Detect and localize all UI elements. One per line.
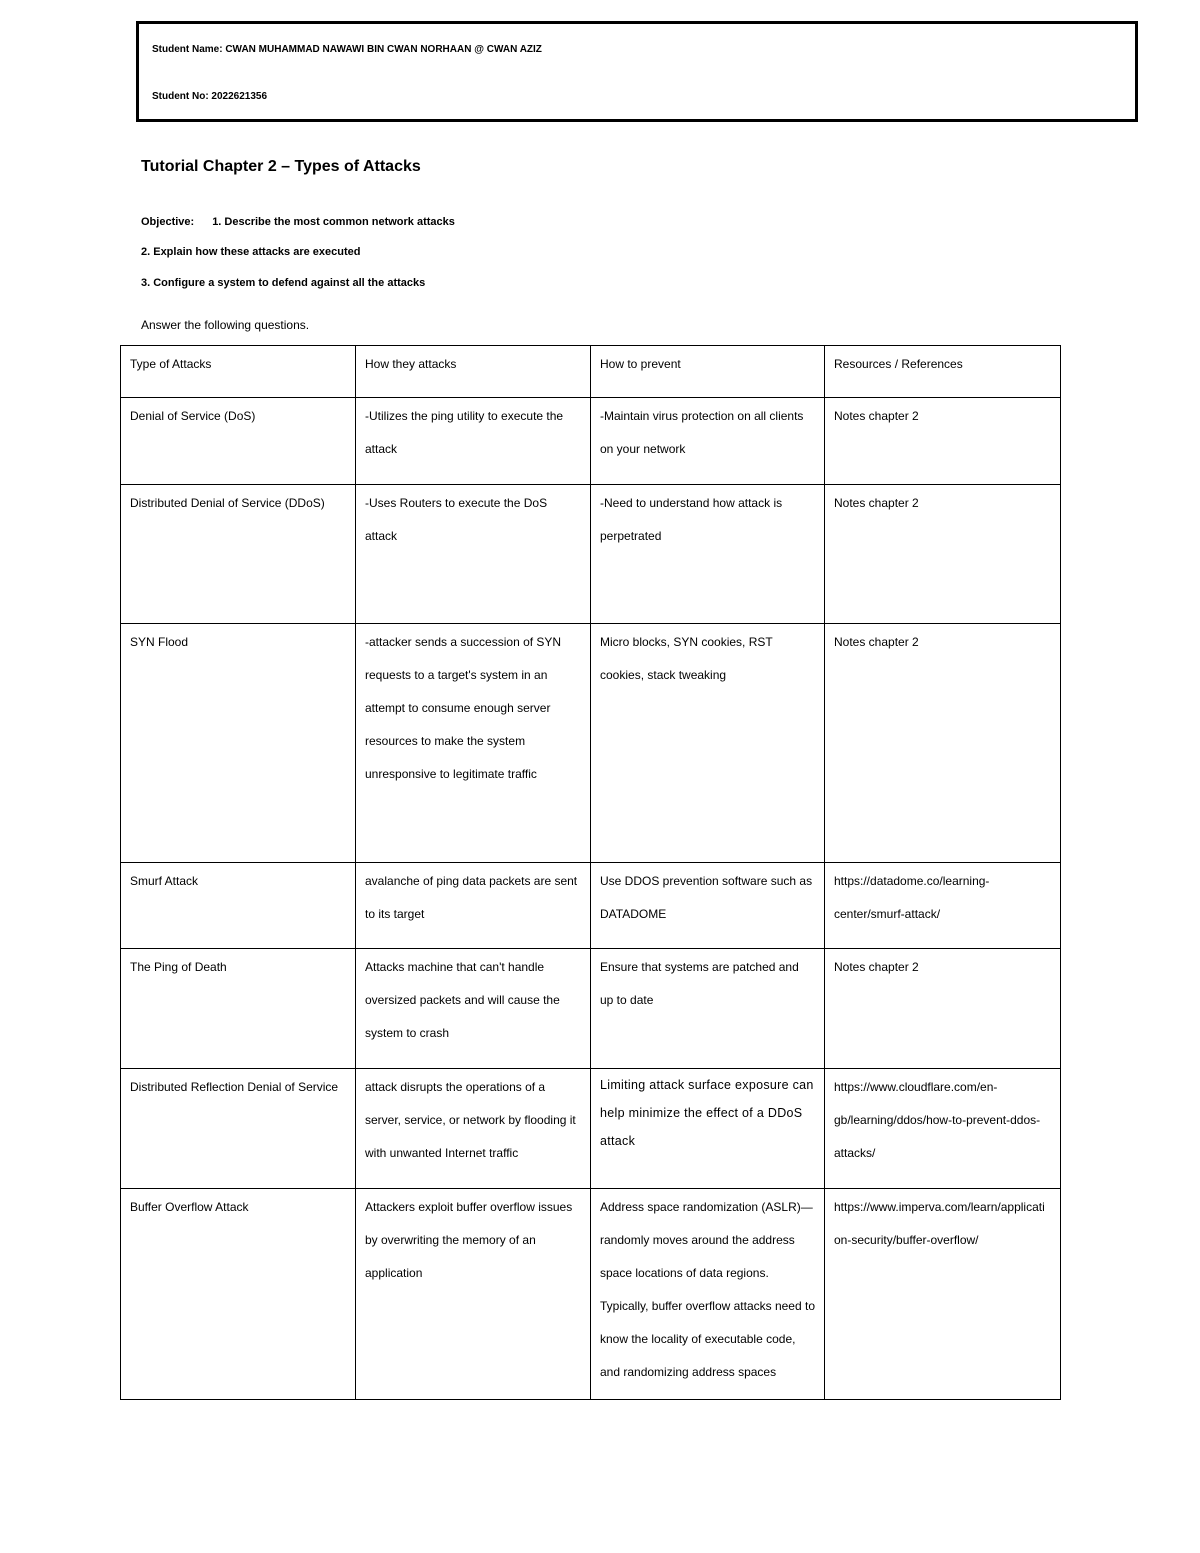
objective-line-1 — [141, 216, 455, 228]
table-row — [121, 1069, 1061, 1189]
table-cell: https://datadome.co/learning-center/smurf-attack/ — [825, 863, 1061, 949]
table-cell: Notes chapter 2 — [825, 485, 1061, 624]
header-cell: How they attacks — [356, 346, 591, 398]
table-cell: Smurf Attack — [121, 863, 356, 949]
table-cell: https://www.imperva.com/learn/application-security/buffer-overflow/ — [825, 1189, 1061, 1400]
table-row — [121, 485, 1061, 624]
table-row — [121, 624, 1061, 863]
table-cell: Notes chapter 2 — [825, 398, 1061, 485]
table-cell: Denial of Service (DoS) — [121, 398, 356, 485]
table-row — [121, 1189, 1061, 1400]
table-cell: https://www.cloudflare.com/en-gb/learning/ddos/how-to-prevent-ddos-attacks/ — [825, 1069, 1061, 1189]
table-row — [121, 949, 1061, 1069]
objective-item-1: 1. Describe the most common network attacks — [212, 216, 455, 228]
table-cell: attack disrupts the operations of a server, service, or network by flooding it with unwanted Internet traffic — [356, 1069, 591, 1189]
table-row — [121, 863, 1061, 949]
table-header-row — [121, 346, 1061, 398]
student-info-box — [136, 21, 1138, 122]
header-cell: Type of Attacks — [121, 346, 356, 398]
objective-item-2: 2. Explain how these attacks are executed — [141, 246, 361, 258]
table-cell: -Utilizes the ping utility to execute the attack — [356, 398, 591, 485]
objective-label: Objective: — [141, 216, 195, 228]
attacks-table — [120, 345, 1061, 1400]
page-title: Tutorial Chapter 2 – Types of Attacks — [141, 158, 421, 175]
instruction-text: Answer the following questions. — [141, 318, 310, 332]
table-cell: Use DDOS prevention software such as DATADOME — [591, 863, 825, 949]
table-cell: -attacker sends a succession of SYN requests to a target's system in an attempt to consume enough server resources to make the system unresponsive to legitimate traffic — [356, 624, 591, 863]
table-cell: Attacks machine that can't handle oversized packets and will cause the system to crash — [356, 949, 591, 1069]
table-cell: Distributed Reflection Denial of Service — [121, 1069, 356, 1189]
header-cell: How to prevent — [591, 346, 825, 398]
table-cell: Attackers exploit buffer overflow issues by overwriting the memory of an application — [356, 1189, 591, 1400]
table-cell: -Need to understand how attack is perpetrated — [591, 485, 825, 624]
table-cell: Notes chapter 2 — [825, 624, 1061, 863]
header-cell: Resources / References — [825, 346, 1061, 398]
objective-item-3: 3. Configure a system to defend against all the attacks — [141, 277, 426, 289]
table-cell: Limiting attack surface exposure can help minimize the effect of a DDoS attack — [591, 1069, 825, 1189]
student-name: Student Name: CWAN MUHAMMAD NAWAWI BIN CWAN NORHAAN @ CWAN AZIZ — [152, 44, 542, 55]
table-cell: Micro blocks, SYN cookies, RST cookies, stack tweaking — [591, 624, 825, 863]
table-cell: Notes chapter 2 — [825, 949, 1061, 1069]
table-cell: Ensure that systems are patched and up to date — [591, 949, 825, 1069]
table-cell: The Ping of Death — [121, 949, 356, 1069]
table-cell: -Uses Routers to execute the DoS attack — [356, 485, 591, 624]
table-cell: SYN Flood — [121, 624, 356, 863]
table-row — [121, 398, 1061, 485]
table-cell: avalanche of ping data packets are sent to its target — [356, 863, 591, 949]
table-cell: Buffer Overflow Attack — [121, 1189, 356, 1400]
table-cell: Distributed Denial of Service (DDoS) — [121, 485, 356, 624]
table-cell: Address space randomization (ASLR)—randomly moves around the address space locations of data regions. Typically, buffer overflow attacks need to know the locality of executable code, and randomizing address spaces — [591, 1189, 825, 1400]
table-cell: -Maintain virus protection on all clients on your network — [591, 398, 825, 485]
student-number: Student No: 2022621356 — [152, 91, 268, 102]
